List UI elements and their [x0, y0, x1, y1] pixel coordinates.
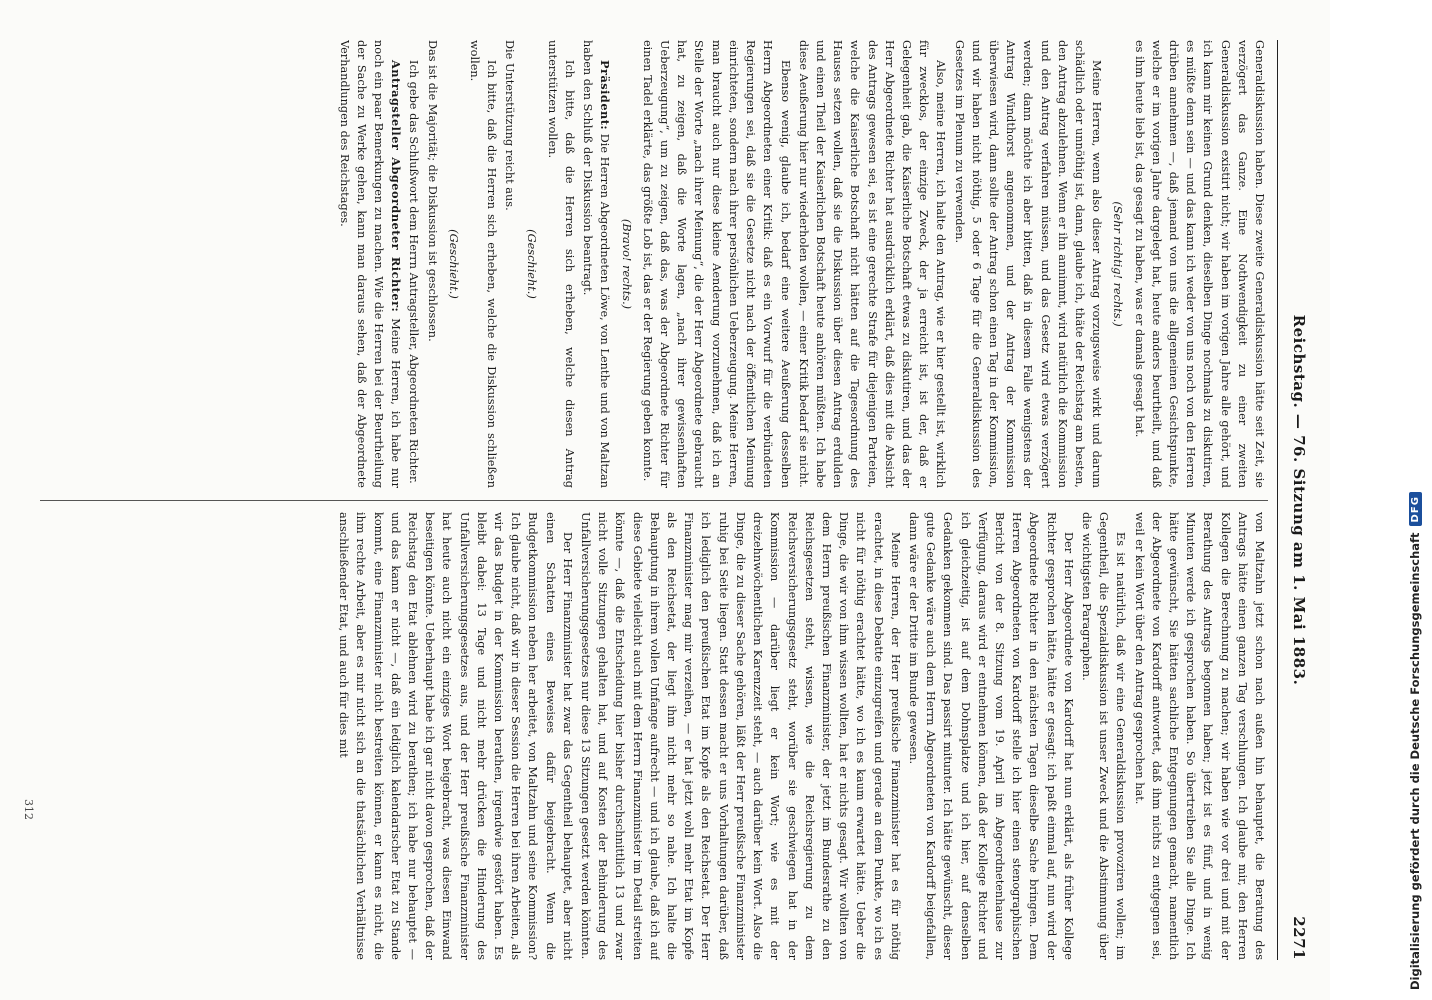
paragraph: Der Herr Abgeordnete von Kardorff hat nun erklärt, als früher Kollege Richter gesprochen hätte, hätte er gesagt: ich paßt einmal auf, nun wird der Abgeordnete Richter in den nächsten Tagen dieselbe Sache bringen. Dem Herren Abgeordneten von Kardorff stelle ich hier einen stenographischen Bericht von der 8. Sitzung vom 19. April im Abgeordnetenhause zur Verfügung, daraus wird er entnehmen können, daß der Kollege Richter und ich gleichzeitig, ist auf dem Dohnsplatze und ich hier, auf denselben Gedanken gekommen sind. Das passirt mitunter. Ich hätte gewünscht, dieser gute Gedanke wäre auch dem Herrn Abgeordneten von Kardorff beigefallen, dann wäre er der Dritte im Bunde gewesen.: [906, 512, 1075, 960]
paragraph: Meine Herren, wenn also dieser Antrag vorzugsweise wirkt und darum schädlich oder unnöthig ist, dann, glaube ich, thäte der Reichstag am besten, den Antrag abzulehnen. Wenn er ihn annimmt, wird natürlich die Kommission und den Antrag verfahren müssen, und das Gesetz wird etwas verzögert werden; dann möchte ich aber bitten, daß in diesem Falle wenigstens der Antrag Windthorst angenommen, und der Antrag der Kommission überwiesen wird, dann sollte der Antrag schon einen Tag in der Kommission, und wir haben nicht nöthig, 5 oder 6 Tage für die Generaldiskussion des Gesetzes im Plenum zu verwenden.: [952, 40, 1104, 488]
paragraph: Meine Herren, der Herr preußische Finanzminister hat es für nöthig erachtet, in diese Debatte einzugreifen und gerade an dem Punkte, wo ich es nicht für nöthig erachtet hätte, wo ich es kaum erwartet hätte. Ueber die Dinge, die wir von ihm wissen wollten, hat er nichts gesagt. Wir wollten von dem Herrn preußischen Finanzminister, der jetzt im Bundesrathe zu den Reichsgesetzen steht, wissen, wie die Reichsregierung zu dem Reichsversicherungsgesetz steht, worüber sie geschwiegen hat in der Kommission — darüber liegt er kein Wort; wie es mit der dreizehnwöchentlichen Karenzzeit steht, — auch darüber kein Wort. Also die Dinge, die zu dieser Sache gehören, läßt der Herr preußische Finanzminister ruhig bei Seite liegen. Statt dessen macht er uns Vorhaltungen darüber, daß ich lediglich den preußischen Etat im Kopfe als den Reichsetat. Der Herr Finanzminister mag mir verzeihen, — er hat jetzt wohl mehr Etat im Kopfe als den Reichsetat, der liegt ihm nicht mehr so nahe. Ich halte die Behauptung in ihrem vollen Umfange aufrecht — und ich glaube, daß ich auf diese Gebiete vielleicht auch mit dem Herrn Finanzminister im Detail streiten könnte —, daß die Entscheidung hier bisher durchschnittlich 13 und zwar nicht volle Sitzungen gehalten hat, und auf Kosten der Behinderung des Unfallversicherungsgesetzes nur diese 13 Sitzungen gesetzt werden könnten.: [579, 512, 902, 960]
sheet-signature: 312: [22, 799, 35, 820]
paragraph: Der Herr Finanzminister hat zwar das Gegentheil behauptet, aber nicht einen Schatten eines Beweises dafür beigebracht. Wenn die Budgetkommission neben her arbeitet, von Maltzahn und seine Kommission? Ich glaube nicht, daß wir in dieser Session die Herren bei ihren Arbeiten, als wir das Budget in der Kommission berathen, irgendwie gestört haben. Es bleibt dabei: 13 Tage und nicht mehr drücken die Hinderung des Unfallversicherungsgesetzes aus, und der Herr preußische Finanzminister hat heute auch nicht ein einziges Wort beigebracht, was diesen Einwand beseitigen könnte. Ueberhaupt habe ich gar nicht davon gesprochen, daß der Reichstag den Etat ablehnen wird zu berathen; ich habe nur behauptet — und das kann er nicht —, daß ein lediglich kalendarischer Etat zu Stande kommt, eine Finanzminister nicht bestreiten können, er kann es nicht, die ihm rechte Arbeit, aber es mir nicht sich an die thatsächlichen Verhältnisse anschließender Etat, und auch für dies mit: [337, 512, 574, 960]
paragraph: Es ist natürlich, daß wir eine Generaldiskussion provoziren wollen; im Gegentheil, die Spezialdiskussion ist unser Zweck und die Abstimmung über die wichtigsten Paragraphen.: [1079, 512, 1128, 960]
paragraph: (Geschieht.): [446, 229, 460, 299]
paragraph: Ebenso wenig, glaube ich, bedarf eine weitere Aeußerung desselben Herrn Abgeordneten einer Kritik: daß es ein Vorwurf für die verbündeten Regierungen sei, daß sie die Gesetze nicht nach der öffentlichen Meinung einrichteten, sondern nach ihrer persönlichen Ueberzeugung. Meine Herren, man braucht auch nur diese kleine Aenderung vorzunehmen, daß ich an Stelle der Worte „nach ihrer Meinung“, die der Herr Abgeordnete gebraucht hat, zu zeigen, daß die Worte lagen, „nach ihrer gewissenhaften Ueberzeugung“, um zu zeigen, daß das, was der Abgeordnete Richter für einen Tadel erklärte, das größte Lob ist, das er der Regierung geben konnte.: [640, 40, 792, 488]
speaker-name: Antragsteller Abgeordneter Richter:: [389, 60, 404, 313]
banner-text: Digitalisierung gefördert durch die Deutsche Forschungsgemeinschaft: [1408, 532, 1422, 990]
text-column-left: [40, 40, 1268, 488]
paragraph: Antragsteller Abgeordneter Richter: Meine Herren, ich habe nur noch ein paar Bemerkungen zu machen. Wie die Herren bei der Beurtheilung der Sache zu Werke gehen, kann man daraus sehen, daß der Abgeordnete Verhandlungen des Reichstages.: [337, 40, 404, 488]
paragraph: Präsident: Die Herren Abgeordneten Löwe, von Lenthe und von Maltzan haben den Schluß der Diskussion beantragt.: [581, 40, 613, 488]
text-column-right: [40, 512, 1268, 960]
header-rule: [1277, 40, 1278, 960]
paragraph: Ich bitte, daß die Herren sich erheben, welche die Diskussion schließen wollen.: [468, 40, 499, 488]
paragraph: (Sehr richtig! rechts.): [1111, 201, 1125, 327]
running-title: Reichstag. — 76. Sitzung am 1. Mai 1883.: [1290, 314, 1308, 686]
page-number: 2271: [1290, 916, 1308, 960]
page-header: [1282, 40, 1308, 960]
paragraph: (Bravo! rechts.): [619, 218, 633, 310]
paragraph: Also, meine Herren, ich halte den Antrag, wie er hier gestellt ist, wirklich für zwecklos, der einzige Zweck, der ja erreicht ist, ist der, daß er Gelegenheit gab, die Kaiserliche Botschaft etwas zu diskutiren, und das der Herr Abgeordnete Richter hat ausdrücklich erklärt, daß dies mit die Absicht des Antrags gewesen sei, es ist eine gerechte Strafe für diejenigen Parteien, welche die Kaiserliche Botschaft nicht hätten auf die Tagesordnung des Hauses setzen wollen, daß sie die Diskussion über diesen Antrag erdulden und einen Theil der Kaiserlichen Botschaft heute anhören müßten. Ich habe diese Aeußerung hier nur wiederholen wollen, — einer Kritik bedarf sie nicht.: [796, 40, 948, 488]
dfg-logo: DFG: [1409, 492, 1422, 526]
digitization-banner: [1400, 0, 1432, 1000]
column-divider: [40, 500, 1268, 501]
paragraph: Ich gebe das Schlußwort dem Herrn Antragsteller, Abgeordneten Richter.: [407, 60, 421, 484]
paragraph: (Geschieht.): [524, 229, 538, 299]
paragraph: von Maltzahn jetzt schon nach außen hin behauptet, die Beratung des Antrags hätte einen ganzen Tag verschlungen. Ich glaube mir, den Herren Kollegen die Berechnung zu machen; wir haben wie vor drei und mit der Berathung des Antrags begonnen haben; jetzt ist es fünf, und in wenig Minuten werde ich gesprochen haben. So übertreiben Sie alle Dinge. Ich hätte gewünscht, Sie hätten sachliche Entgegnungen gemacht, namentlich der Abgeordnete von Kardorff antwortet, daß ihm nichts zu entgegnen sei, weil er kein Wort über den Antrag gesprochen hat.: [1132, 512, 1266, 960]
paragraph: Generaldiskussion haben. Diese zweite Generaldiskussion hätte seit Zeit, sie verzögert das Ganze. Eine Nothwendigkeit zu einer zweiten Generaldiskussion existirt nicht; wir haben im vorigen Jahre alle gehört, und ich kann mir keinen Grund denken, dieselben Dinge nochmals zu diskutiren, es müßte denn sein — und das kann ich weder von uns noch von den Herren drüben annehmen —, daß jemand von uns die allgemeinen Gesichtspunkte, welche er im vorigen Jahre dargelegt hat, heute anders beurtheilt, und daß es ihm heute lieb ist, das gesagt zu haben, was er damals gesagt hat.: [1132, 40, 1266, 488]
paragraph: Ich bitte, daß die Herren sich erheben, welche diesen Antrag unterstützen wollen.: [545, 40, 577, 488]
paragraph: Die Unterstützung reicht aus.: [503, 40, 517, 211]
speaker-name: Präsident:: [598, 60, 613, 131]
paragraph: Das ist die Majorität; die Diskussion ist geschlossen.: [425, 40, 439, 342]
